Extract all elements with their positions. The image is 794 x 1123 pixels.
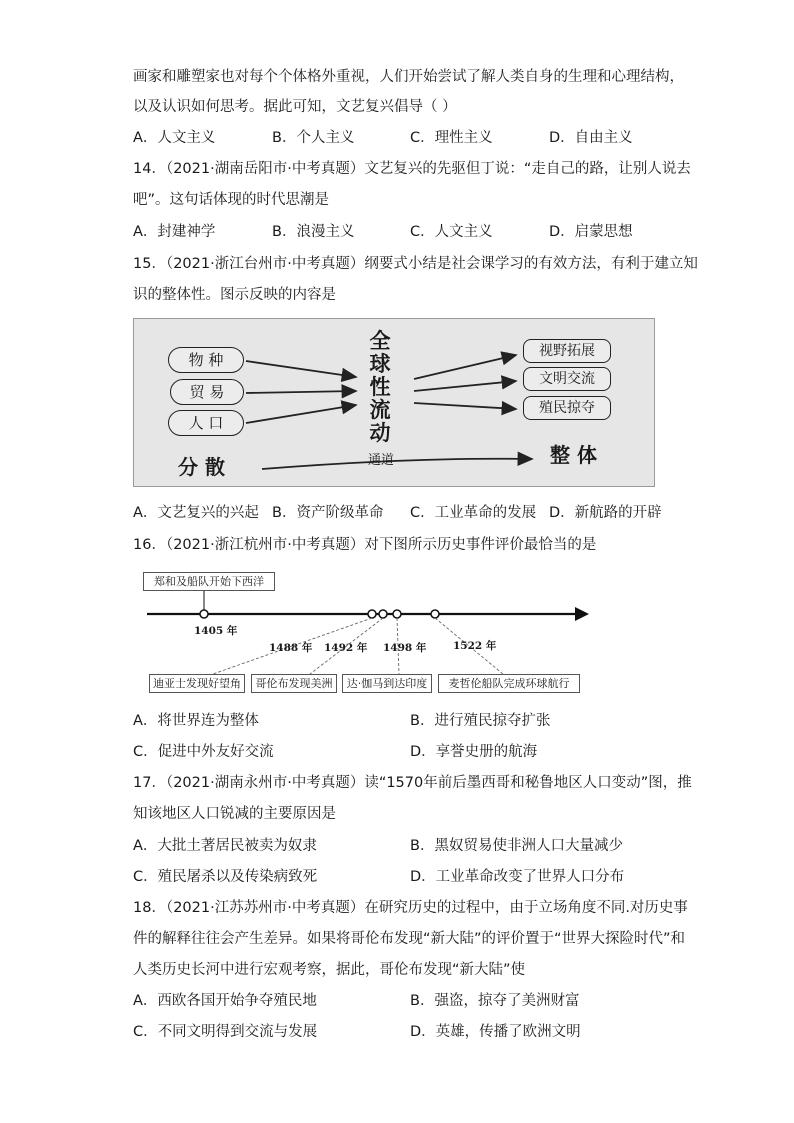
q17-option-a[interactable]: A．大批土著居民被卖为奴隶 <box>133 838 317 854</box>
fig1-result-vision: 视野拓展 <box>523 339 611 363</box>
fig2-year-1488: 1488 年 <box>269 642 313 654</box>
fig2-zhenghe-box: 郑和及船队开始下西洋 <box>143 572 275 591</box>
fig1-center-label <box>365 329 395 444</box>
fig1-center-char: 流 <box>369 397 391 422</box>
q13-option-b[interactable]: B．个人主义 <box>272 130 355 146</box>
fig2-box-dias: 迪亚士发现好望角 <box>149 674 245 693</box>
q17-text-line1: 17．（2021·湖南永州市·中考真题）读“1570年前后墨西哥和秘鲁地区人口变动”图，推 <box>133 775 692 791</box>
fig2-year-1498: 1498 年 <box>383 642 427 654</box>
q15-option-d[interactable]: D．新航路的开辟 <box>549 505 662 521</box>
q15-text-line1: 15．（2021·浙江台州市·中考真题）纲要式小结是社会课学习的有效方法，有利于建立知 <box>133 256 698 272</box>
q16-text: 16．（2021·浙江杭州市·中考真题）对下图所示历史事件评价最恰当的是 <box>133 537 597 553</box>
q18-option-d[interactable]: D．英雄，传播了欧洲文明 <box>410 1024 581 1040</box>
q13-option-c[interactable]: C．理性主义 <box>410 130 493 146</box>
fig2-year-1522: 1522 年 <box>453 640 497 652</box>
fig1-center-char: 球 <box>369 351 391 376</box>
q13-text-line2: 以及认识如何思考。据此可知，文艺复兴倡导（ ） <box>133 99 457 115</box>
q14-option-a[interactable]: A．封建神学 <box>133 224 216 240</box>
q18-text-line2: 件的解释往往会产生差异。如果将哥伦布发现“新大陆”的评价置于“世界大探险时代”和 <box>133 931 686 947</box>
q13-option-d[interactable]: D．自由主义 <box>549 130 633 146</box>
q14-option-c[interactable]: C．人文主义 <box>410 224 493 240</box>
fig2-year-1405: 1405 年 <box>194 625 238 637</box>
q13-option-a[interactable]: A．人文主义 <box>133 130 216 146</box>
q18-option-b[interactable]: B．强盗，掠夺了美洲财富 <box>410 993 580 1009</box>
q15-option-a[interactable]: A．文艺复兴的兴起 <box>133 505 259 521</box>
q16-option-d[interactable]: D．享誉史册的航海 <box>410 744 538 760</box>
q16-option-a[interactable]: A．将世界连为整体 <box>133 713 259 729</box>
fig2-year-1492: 1492 年 <box>324 642 368 654</box>
q18-option-c[interactable]: C．不同文明得到交流与发展 <box>133 1024 318 1040</box>
fig1-result-exchange: 文明交流 <box>523 367 611 391</box>
fig1-item-population: 人 口 <box>168 410 244 436</box>
q14-text-line1: 14．（2021·湖南岳阳市·中考真题）文艺复兴的先驱但丁说：“走自己的路，让别人说去 <box>133 161 691 177</box>
fig2-box-columbus: 哥伦布发现美洲 <box>251 674 337 693</box>
q18-text-line1: 18．（2021·江苏苏州市·中考真题）在研究历史的过程中，由于立场角度不同.对历史事 <box>133 900 688 916</box>
q15-text-line2: 识的整体性。图示反映的内容是 <box>133 287 336 303</box>
q17-option-b[interactable]: B．黑奴贸易使非洲人口大量减少 <box>410 838 623 854</box>
fig1-center-char: 动 <box>369 420 391 445</box>
q15-diagram <box>133 318 655 487</box>
fig1-bottom-left: 分 散 <box>178 455 225 479</box>
fig1-item-trade: 贸 易 <box>170 379 244 405</box>
fig1-center-char: 全 <box>369 328 391 353</box>
q16-option-c[interactable]: C．促进中外友好交流 <box>133 744 274 760</box>
fig1-bottom-mid: 通道 <box>368 453 395 468</box>
fig2-box-magellan: 麦哲伦船队完成环球航行 <box>438 674 580 693</box>
q16-option-b[interactable]: B．进行殖民掠夺扩张 <box>410 713 551 729</box>
q16-timeline <box>143 568 593 698</box>
q17-option-d[interactable]: D．工业革命改变了世界人口分布 <box>410 869 625 885</box>
q18-text-line3: 人类历史长河中进行宏观考察，据此，哥伦布发现“新大陆”使 <box>133 962 526 978</box>
q13-text-line1: 画家和雕塑家也对每个个体格外重视，人们开始尝试了解人类自身的生理和心理结构， <box>133 69 684 85</box>
q14-text-line2: 吧”。这句话体现的时代思潮是 <box>133 192 330 208</box>
q15-option-b[interactable]: B．资产阶级革命 <box>272 505 384 521</box>
q17-option-c[interactable]: C．殖民屠杀以及传染病致死 <box>133 869 318 885</box>
fig1-result-colonial: 殖民掠夺 <box>523 396 611 420</box>
q18-option-a[interactable]: A．西欧各国开始争夺殖民地 <box>133 993 317 1009</box>
fig2-box-dagama: 达·伽马到达印度 <box>342 674 432 693</box>
fig1-item-species: 物 种 <box>168 347 244 373</box>
q14-option-d[interactable]: D．启蒙思想 <box>549 224 633 240</box>
fig1-bottom-right: 整 体 <box>550 443 597 467</box>
fig1-center-char: 性 <box>369 374 391 399</box>
q17-text-line2: 知该地区人口锐减的主要原因是 <box>133 806 336 822</box>
q14-option-b[interactable]: B．浪漫主义 <box>272 224 355 240</box>
q15-option-c[interactable]: C．工业革命的发展 <box>410 505 537 521</box>
